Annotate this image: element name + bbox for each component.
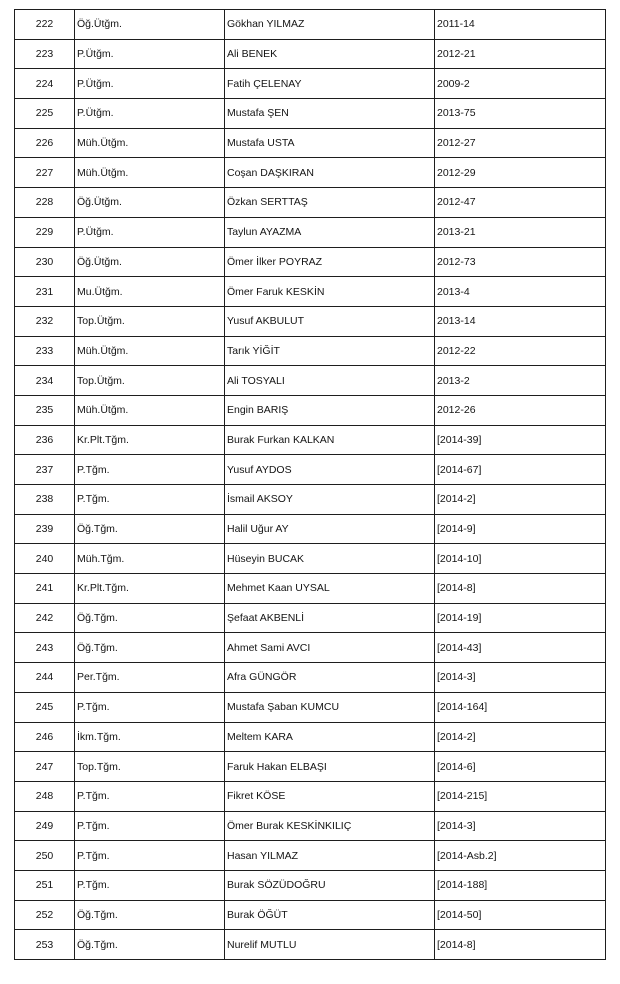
row-number: 248 <box>15 781 75 811</box>
row-number: 229 <box>15 217 75 247</box>
code-cell: 2013-14 <box>435 306 606 336</box>
rank-cell: Öğ.Tğm. <box>75 603 225 633</box>
rank-cell: Öğ.Tğm. <box>75 514 225 544</box>
rank-cell: Top.Tğm. <box>75 752 225 782</box>
name-cell: Mustafa USTA <box>225 128 435 158</box>
table-row <box>15 217 606 247</box>
code-cell: 2013-21 <box>435 217 606 247</box>
table-row <box>15 99 606 129</box>
table-row <box>15 930 606 960</box>
name-cell: Ahmet Sami AVCI <box>225 633 435 663</box>
rank-cell: P.Tğm. <box>75 811 225 841</box>
code-cell: 2012-47 <box>435 188 606 218</box>
row-number: 242 <box>15 603 75 633</box>
table-row <box>15 514 606 544</box>
row-number: 247 <box>15 752 75 782</box>
name-cell: Gökhan YILMAZ <box>225 10 435 40</box>
rank-cell: P.Tğm. <box>75 870 225 900</box>
table-row <box>15 752 606 782</box>
row-number: 251 <box>15 870 75 900</box>
rank-cell: Müh.Ütğm. <box>75 336 225 366</box>
code-cell: 2013-4 <box>435 277 606 307</box>
name-cell: İsmail AKSOY <box>225 485 435 515</box>
code-cell: [2014-3] <box>435 663 606 693</box>
code-cell: [2014-3] <box>435 811 606 841</box>
name-cell: Mehmet Kaan UYSAL <box>225 574 435 604</box>
row-number: 235 <box>15 395 75 425</box>
table-row <box>15 900 606 930</box>
code-cell: 2012-27 <box>435 128 606 158</box>
table-row <box>15 841 606 871</box>
code-cell: 2013-75 <box>435 99 606 129</box>
name-cell: Faruk Hakan ELBAŞI <box>225 752 435 782</box>
name-cell: Burak SÖZÜDOĞRU <box>225 870 435 900</box>
table-row <box>15 603 606 633</box>
row-number: 232 <box>15 306 75 336</box>
name-cell: Mustafa Şaban KUMCU <box>225 692 435 722</box>
row-number: 228 <box>15 188 75 218</box>
rank-cell: P.Ütğm. <box>75 99 225 129</box>
row-number: 252 <box>15 900 75 930</box>
code-cell: [2014-188] <box>435 870 606 900</box>
row-number: 241 <box>15 574 75 604</box>
row-number: 250 <box>15 841 75 871</box>
table-row <box>15 306 606 336</box>
row-number: 249 <box>15 811 75 841</box>
row-number: 230 <box>15 247 75 277</box>
rank-cell: P.Tğm. <box>75 485 225 515</box>
name-cell: Şefaat AKBENLİ <box>225 603 435 633</box>
row-number: 223 <box>15 39 75 69</box>
name-cell: Fikret KÖSE <box>225 781 435 811</box>
row-number: 233 <box>15 336 75 366</box>
code-cell: [2014-43] <box>435 633 606 663</box>
name-cell: Burak Furkan KALKAN <box>225 425 435 455</box>
rank-cell: Top.Ütğm. <box>75 366 225 396</box>
name-cell: Özkan SERTTAŞ <box>225 188 435 218</box>
name-cell: Hasan YILMAZ <box>225 841 435 871</box>
row-number: 253 <box>15 930 75 960</box>
name-cell: Engin BARIŞ <box>225 395 435 425</box>
rank-cell: P.Tğm. <box>75 781 225 811</box>
table-row <box>15 663 606 693</box>
table-row <box>15 277 606 307</box>
name-cell: Fatih ÇELENAY <box>225 69 435 99</box>
code-cell: 2012-22 <box>435 336 606 366</box>
table-row <box>15 455 606 485</box>
rank-cell: P.Ütğm. <box>75 217 225 247</box>
table-row <box>15 69 606 99</box>
row-number: 244 <box>15 663 75 693</box>
table-row <box>15 247 606 277</box>
row-number: 238 <box>15 485 75 515</box>
code-cell: [2014-9] <box>435 514 606 544</box>
table-row <box>15 158 606 188</box>
rank-cell: Müh.Tğm. <box>75 544 225 574</box>
code-cell: 2009-2 <box>435 69 606 99</box>
name-cell: Yusuf AKBULUT <box>225 306 435 336</box>
table-row <box>15 722 606 752</box>
table-row <box>15 781 606 811</box>
rank-cell: Müh.Ütğm. <box>75 128 225 158</box>
rank-cell: Müh.Ütğm. <box>75 395 225 425</box>
code-cell: [2014-215] <box>435 781 606 811</box>
code-cell: [2014-6] <box>435 752 606 782</box>
row-number: 227 <box>15 158 75 188</box>
rank-cell: P.Ütğm. <box>75 69 225 99</box>
rank-cell: P.Ütğm. <box>75 39 225 69</box>
table-row <box>15 811 606 841</box>
code-cell: [2014-19] <box>435 603 606 633</box>
rank-cell: Top.Ütğm. <box>75 306 225 336</box>
name-cell: Afra GÜNGÖR <box>225 663 435 693</box>
row-number: 240 <box>15 544 75 574</box>
rank-cell: P.Tğm. <box>75 841 225 871</box>
table-row <box>15 188 606 218</box>
name-cell: Ömer İlker POYRAZ <box>225 247 435 277</box>
name-cell: Burak ÖĞÜT <box>225 900 435 930</box>
code-cell: [2014-Asb.2] <box>435 841 606 871</box>
name-cell: Ali TOSYALI <box>225 366 435 396</box>
row-number: 236 <box>15 425 75 455</box>
code-cell: 2011-14 <box>435 10 606 40</box>
name-cell: Nurelif MUTLU <box>225 930 435 960</box>
code-cell: 2013-2 <box>435 366 606 396</box>
table-row <box>15 366 606 396</box>
rank-cell: Öğ.Ütğm. <box>75 188 225 218</box>
code-cell: [2014-50] <box>435 900 606 930</box>
personnel-table <box>14 9 606 960</box>
row-number: 224 <box>15 69 75 99</box>
row-number: 226 <box>15 128 75 158</box>
code-cell: 2012-21 <box>435 39 606 69</box>
table-row <box>15 574 606 604</box>
rank-cell: Öğ.Ütğm. <box>75 247 225 277</box>
row-number: 246 <box>15 722 75 752</box>
name-cell: Mustafa ŞEN <box>225 99 435 129</box>
name-cell: Ömer Faruk KESKİN <box>225 277 435 307</box>
rank-cell: Müh.Ütğm. <box>75 158 225 188</box>
rank-cell: Kr.Plt.Tğm. <box>75 425 225 455</box>
row-number: 231 <box>15 277 75 307</box>
table-row <box>15 544 606 574</box>
name-cell: Halil Uğur AY <box>225 514 435 544</box>
table-row <box>15 870 606 900</box>
code-cell: [2014-8] <box>435 574 606 604</box>
code-cell: 2012-73 <box>435 247 606 277</box>
rank-cell: Öğ.Tğm. <box>75 900 225 930</box>
row-number: 245 <box>15 692 75 722</box>
row-number: 234 <box>15 366 75 396</box>
code-cell: [2014-10] <box>435 544 606 574</box>
row-number: 225 <box>15 99 75 129</box>
table-row <box>15 336 606 366</box>
code-cell: [2014-164] <box>435 692 606 722</box>
code-cell: [2014-2] <box>435 722 606 752</box>
rank-cell: İkm.Tğm. <box>75 722 225 752</box>
rank-cell: Öğ.Tğm. <box>75 930 225 960</box>
code-cell: [2014-67] <box>435 455 606 485</box>
table-row <box>15 633 606 663</box>
table-row <box>15 128 606 158</box>
row-number: 243 <box>15 633 75 663</box>
table-row <box>15 692 606 722</box>
rank-cell: Mu.Ütğm. <box>75 277 225 307</box>
name-cell: Meltem KARA <box>225 722 435 752</box>
row-number: 237 <box>15 455 75 485</box>
table-row <box>15 485 606 515</box>
table-row <box>15 10 606 40</box>
code-cell: [2014-39] <box>435 425 606 455</box>
code-cell: 2012-26 <box>435 395 606 425</box>
rank-cell: P.Tğm. <box>75 692 225 722</box>
name-cell: Hüseyin BUCAK <box>225 544 435 574</box>
name-cell: Coşan DAŞKIRAN <box>225 158 435 188</box>
row-number: 222 <box>15 10 75 40</box>
name-cell: Ömer Burak KESKİNKILIÇ <box>225 811 435 841</box>
name-cell: Ali BENEK <box>225 39 435 69</box>
table-row <box>15 395 606 425</box>
row-number: 239 <box>15 514 75 544</box>
rank-cell: P.Tğm. <box>75 455 225 485</box>
table-body <box>15 10 606 960</box>
code-cell: 2012-29 <box>435 158 606 188</box>
table-row <box>15 425 606 455</box>
name-cell: Yusuf AYDOS <box>225 455 435 485</box>
code-cell: [2014-2] <box>435 485 606 515</box>
rank-cell: Öğ.Ütğm. <box>75 10 225 40</box>
name-cell: Tarık YİĞİT <box>225 336 435 366</box>
rank-cell: Per.Tğm. <box>75 663 225 693</box>
table-row <box>15 39 606 69</box>
rank-cell: Kr.Plt.Tğm. <box>75 574 225 604</box>
rank-cell: Öğ.Tğm. <box>75 633 225 663</box>
code-cell: [2014-8] <box>435 930 606 960</box>
name-cell: Taylun AYAZMA <box>225 217 435 247</box>
